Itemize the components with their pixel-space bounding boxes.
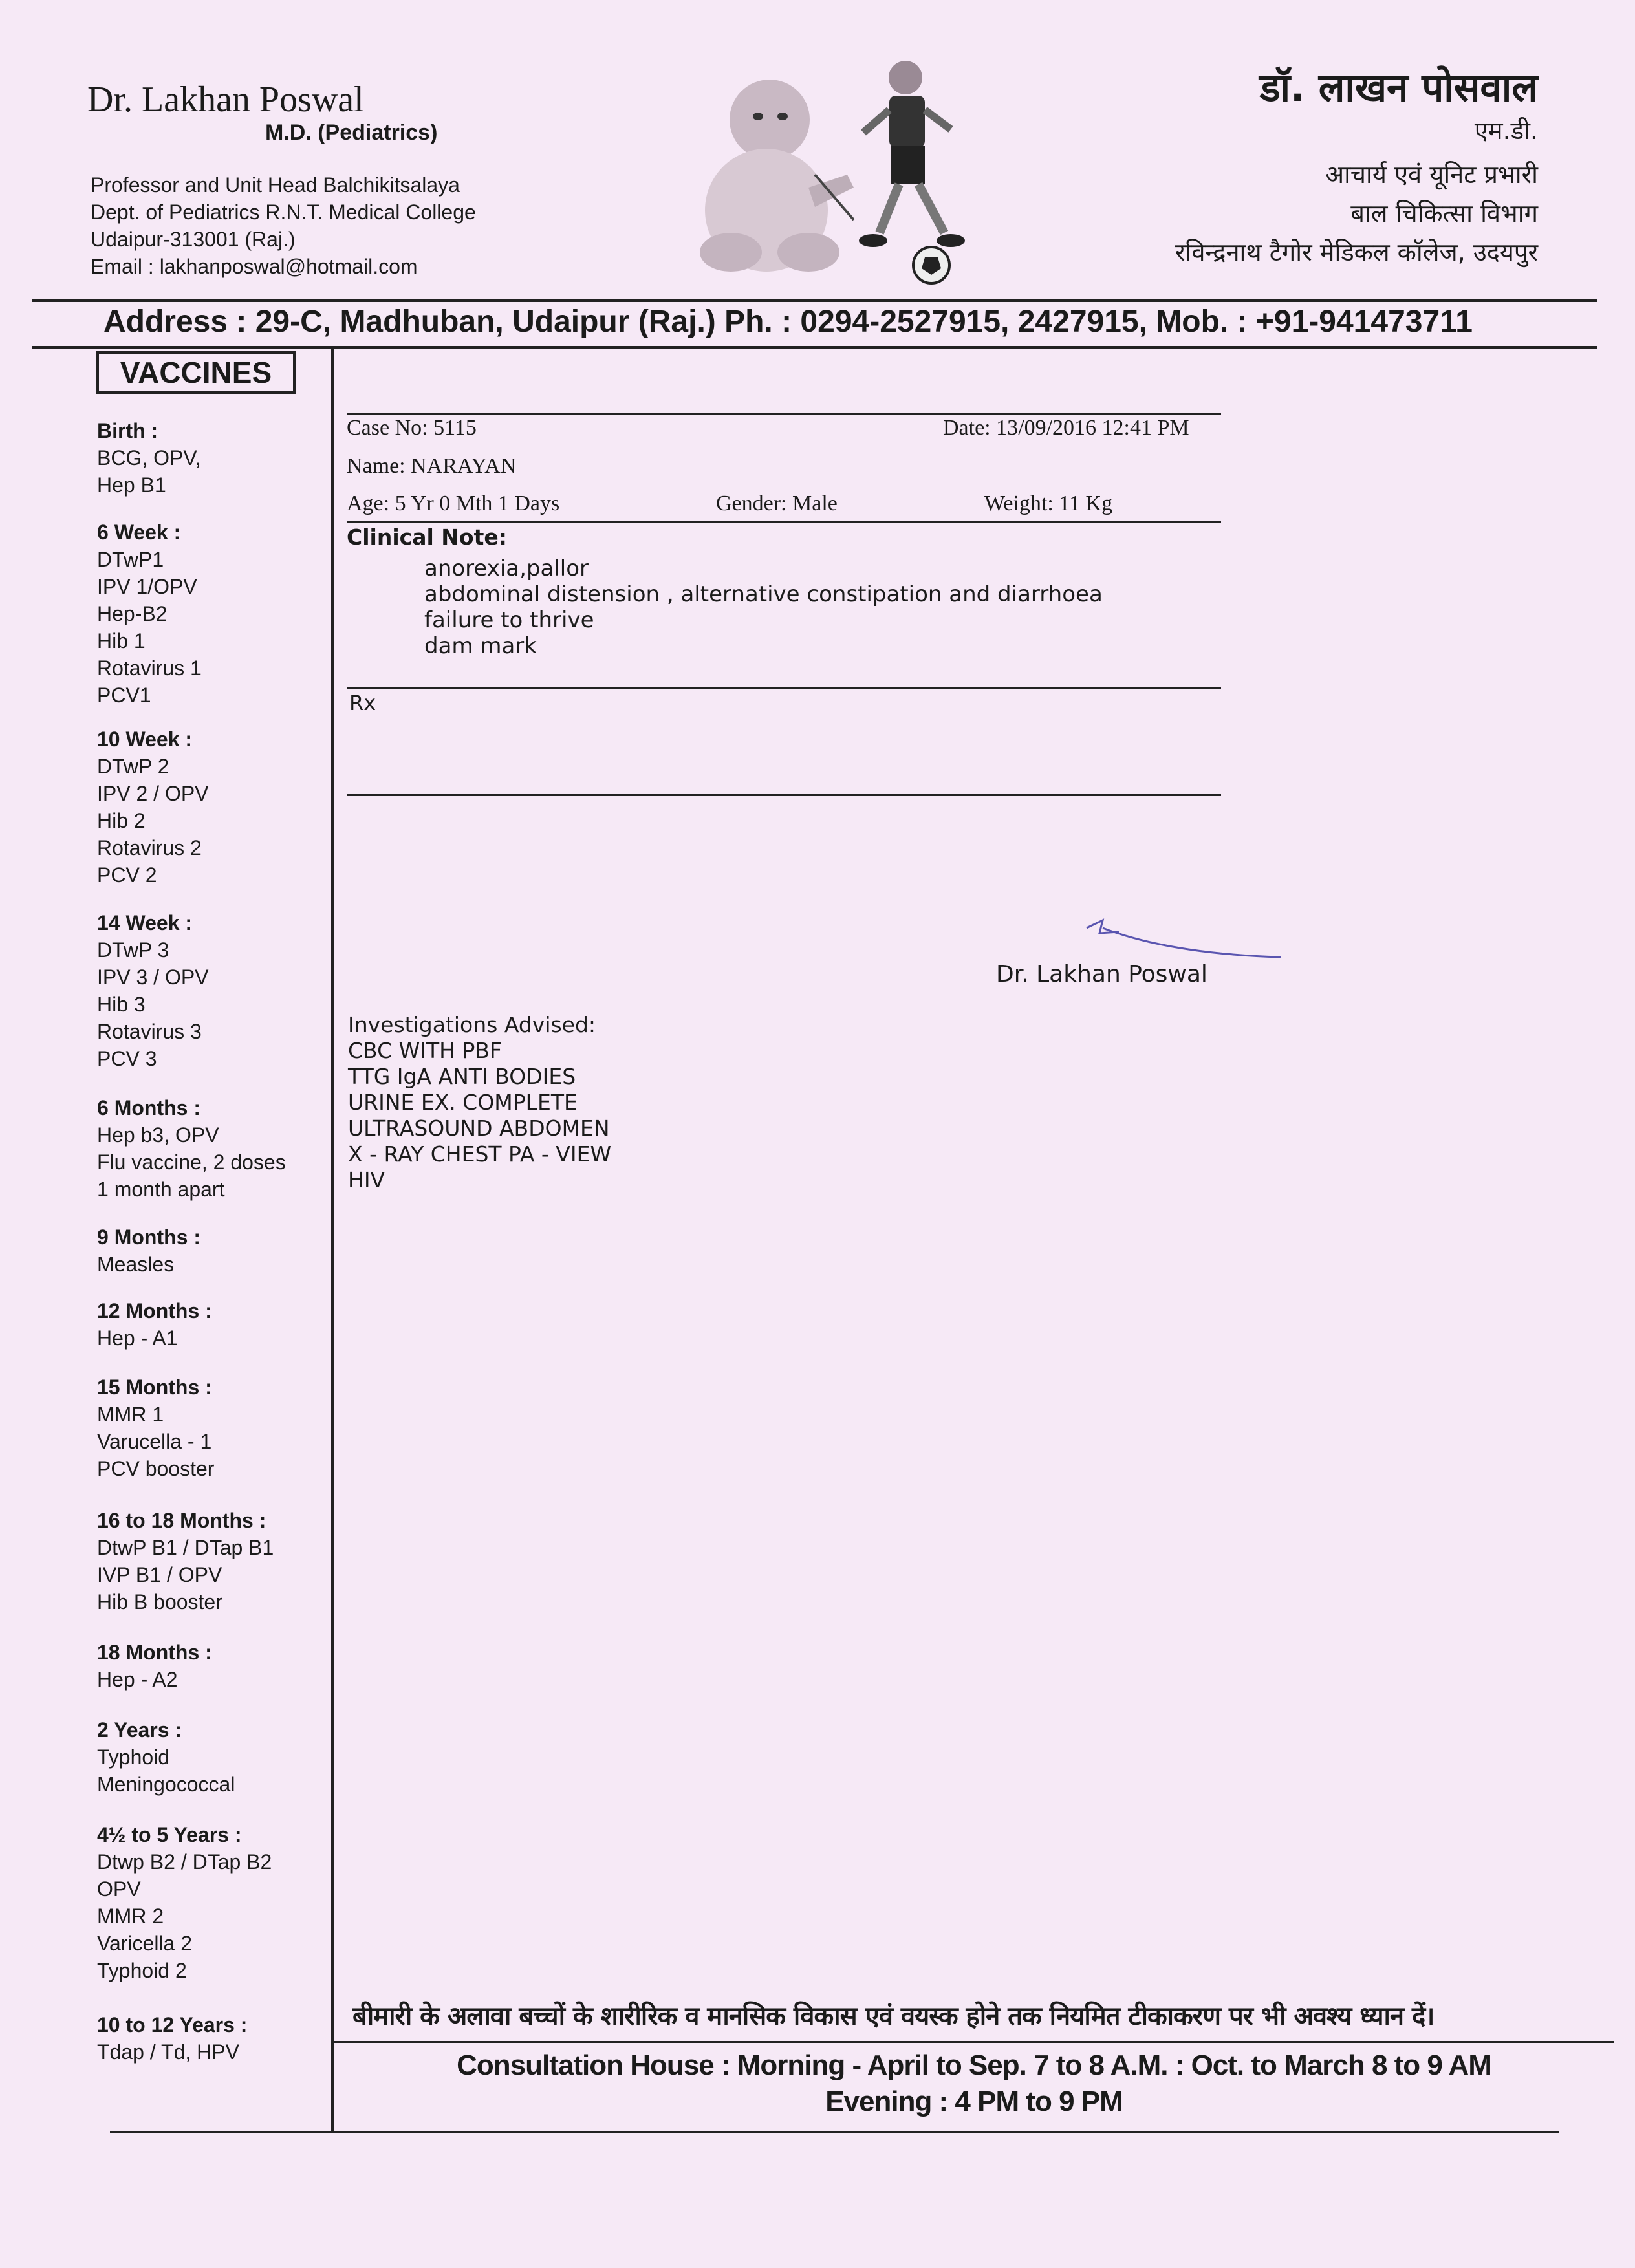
vaccine-group-12-months xyxy=(97,1297,212,1352)
patient-weight: Weight: 11 Kg xyxy=(984,491,1113,515)
address-rule xyxy=(32,346,1597,349)
vaccines-title: VACCINES xyxy=(96,351,296,394)
vaccine-group-16-18-months xyxy=(97,1507,274,1615)
header-line: Professor and Unit Head Balchikitsalaya xyxy=(91,173,460,197)
investigation-item: HIV xyxy=(348,1167,385,1193)
vaccine-item: IPV 3 / OPV xyxy=(97,966,209,989)
doctor-name-hi: डॉ. लाखन पोसवाल xyxy=(1259,65,1538,111)
vaccine-item: Hib 1 xyxy=(97,629,146,653)
vaccine-group-head: 10 Week : xyxy=(97,728,193,751)
vaccine-item: 1 month apart xyxy=(97,1178,225,1201)
rx-rule xyxy=(347,794,1221,796)
consultation-evening: Evening : 4 PM to 9 PM xyxy=(825,2086,1123,2117)
vaccine-item: IPV 1/OPV xyxy=(97,575,197,598)
vaccine-group-head: Birth : xyxy=(97,419,158,442)
vaccine-group-10-12-years xyxy=(97,2011,247,2066)
vaccine-item: Hib 3 xyxy=(97,993,146,1016)
vaccine-group-head: 16 to 18 Months : xyxy=(97,1509,266,1532)
vaccine-group-head: 15 Months : xyxy=(97,1376,212,1399)
vaccine-item: MMR 2 xyxy=(97,1905,164,1928)
vaccine-item: DTwP 2 xyxy=(97,755,169,778)
vaccine-group-head: 9 Months : xyxy=(97,1226,200,1249)
clinical-note-label: Clinical Note: xyxy=(347,524,507,550)
degree-hi: एम.डी. xyxy=(1474,116,1538,145)
signature-mark xyxy=(1074,909,1287,960)
vaccine-item: Typhoid xyxy=(97,1745,170,1769)
vaccine-group-head: 18 Months : xyxy=(97,1641,212,1664)
vaccine-item: Hib 2 xyxy=(97,809,146,832)
vaccine-item: PCV 2 xyxy=(97,863,157,887)
vaccine-group-head: 4½ to 5 Years : xyxy=(97,1823,242,1846)
vaccine-group-18-months xyxy=(97,1639,212,1693)
record-details-rule xyxy=(347,521,1221,523)
vaccine-item: Hep - A2 xyxy=(97,1668,178,1691)
clinical-note: abdominal distension , alternative constipation and diarrhoea xyxy=(424,581,1103,607)
vaccine-item: DTwP1 xyxy=(97,548,164,571)
vaccine-item: Rotavirus 3 xyxy=(97,1020,202,1043)
address-line: Address : 29-C, Madhuban, Udaipur (Raj.) Ph. : 0294-2527915, 2427915, Mob. : +91-941473711 xyxy=(103,305,1473,339)
vaccine-item: BCG, OPV, xyxy=(97,446,201,470)
patient-name: Name: NARAYAN xyxy=(347,454,517,478)
investigation-item: X - RAY CHEST PA - VIEW xyxy=(348,1141,612,1167)
header-line-hi: आचार्य एवं यूनिट प्रभारी xyxy=(1325,160,1538,189)
vaccine-group-4-5-years xyxy=(97,1821,272,1984)
vaccine-item: Dtwp B2 / DTap B2 xyxy=(97,1850,272,1874)
vaccine-item: Hib B booster xyxy=(97,1590,222,1614)
investigation-item: ULTRASOUND ABDOMEN xyxy=(348,1116,610,1141)
consultation-morning: Consultation House : Morning - April to Sep. 7 to 8 A.M. : Oct. to March 8 to 9 AM xyxy=(457,2049,1491,2081)
notes-rule xyxy=(347,687,1221,689)
vaccine-item: Typhoid 2 xyxy=(97,1959,187,1982)
vaccine-item: IVP B1 / OPV xyxy=(97,1563,222,1586)
header-line: Dept. of Pediatrics R.N.T. Medical College xyxy=(91,200,476,224)
investigations-block xyxy=(348,1012,611,1193)
vaccine-group-head: 14 Week : xyxy=(97,911,193,934)
vaccine-item: Hep - A1 xyxy=(97,1326,178,1350)
vaccine-item: PCV1 xyxy=(97,684,151,707)
bottom-rule xyxy=(110,2131,1559,2133)
vaccine-item: DTwP 3 xyxy=(97,938,169,962)
vaccine-group-2-years xyxy=(97,1716,235,1798)
degree-en: M.D. (Pediatrics) xyxy=(265,120,438,145)
vaccine-group-head: 6 Week : xyxy=(97,521,181,544)
vaccine-group-10-week xyxy=(97,726,209,889)
vaccine-item: Tdap / Td, HPV xyxy=(97,2040,239,2064)
vaccine-item: IPV 2 / OPV xyxy=(97,782,209,805)
vaccine-group-6-months xyxy=(97,1094,286,1203)
vaccine-group-6-week xyxy=(97,519,202,709)
vaccine-item: PCV booster xyxy=(97,1457,215,1480)
vaccine-item: OPV xyxy=(97,1877,141,1901)
children-illustration xyxy=(686,58,996,285)
vaccine-item: Hep B1 xyxy=(97,473,166,497)
signature-name: Dr. Lakhan Poswal xyxy=(996,961,1207,988)
header-line-hi: बाल चिकित्सा विभाग xyxy=(1350,199,1538,228)
vaccine-group-birth xyxy=(97,417,201,499)
header-rule xyxy=(32,299,1597,302)
vaccine-group-head: 12 Months : xyxy=(97,1299,212,1323)
doctor-name-en: Dr. Lakhan Poswal xyxy=(87,80,364,120)
vaccine-item: Rotavirus 2 xyxy=(97,836,202,859)
vaccine-group-head: 6 Months : xyxy=(97,1096,200,1119)
vaccine-item: DtwP B1 / DTap B1 xyxy=(97,1536,274,1559)
header-line: Udaipur-313001 (Raj.) xyxy=(91,228,296,251)
header-info-en xyxy=(91,171,476,280)
vaccine-group-15-months xyxy=(97,1374,214,1482)
visit-date: Date: 13/09/2016 12:41 PM xyxy=(943,416,1189,440)
record-top-rule xyxy=(347,413,1221,415)
investigation-item: TTG IgA ANTI BODIES xyxy=(348,1064,576,1089)
vaccine-group-9-months xyxy=(97,1224,200,1278)
column-divider xyxy=(331,349,334,2131)
rx-label: Rx xyxy=(349,691,376,715)
vaccine-item: Rotavirus 1 xyxy=(97,656,202,680)
hindi-footer-note: बीमारी के अलावा बच्चों के शारीरिक व मानसिक विकास एवं वयस्क होने तक नियमित टीकाकरण पर भी अवश्य ध्यान दें। xyxy=(352,2002,1435,2031)
vaccine-item: Flu vaccine, 2 doses xyxy=(97,1150,286,1174)
investigation-item: URINE EX. COMPLETE xyxy=(348,1090,578,1115)
patient-age: Age: 5 Yr 0 Mth 1 Days xyxy=(347,491,560,515)
vaccine-group-14-week xyxy=(97,909,209,1072)
vaccine-item: MMR 1 xyxy=(97,1403,164,1426)
vaccine-group-head: 10 to 12 Years : xyxy=(97,2013,248,2036)
clinical-notes xyxy=(424,556,1103,659)
consultation-hours xyxy=(334,2047,1614,2120)
vaccine-item: Varucella - 1 xyxy=(97,1430,212,1453)
vaccine-item: Varicella 2 xyxy=(97,1932,193,1955)
investigations-label: Investigations Advised: xyxy=(348,1012,596,1037)
clinical-note: failure to thrive xyxy=(424,607,594,633)
vaccine-item: PCV 3 xyxy=(97,1047,157,1070)
header-line-hi: रविन्द्रनाथ टैगोर मेडिकल कॉलेज, उदयपुर xyxy=(1175,238,1538,266)
vaccine-item: Hep-B2 xyxy=(97,602,168,625)
case-number: Case No: 5115 xyxy=(347,416,477,440)
patient-gender: Gender: Male xyxy=(716,491,838,515)
vaccine-item: Hep b3, OPV xyxy=(97,1123,219,1147)
clinical-note: anorexia,pallor xyxy=(424,556,589,581)
vaccine-group-head: 2 Years : xyxy=(97,1718,182,1742)
vaccine-item: Measles xyxy=(97,1253,175,1276)
investigation-item: CBC WITH PBF xyxy=(348,1038,502,1063)
vaccine-item: Meningococcal xyxy=(97,1773,235,1796)
header-info-hi xyxy=(1175,155,1538,272)
header-line: Email : lakhanposwal@hotmail.com xyxy=(91,255,418,278)
footer-rule xyxy=(334,2041,1614,2043)
clinical-note: dam mark xyxy=(424,633,537,659)
